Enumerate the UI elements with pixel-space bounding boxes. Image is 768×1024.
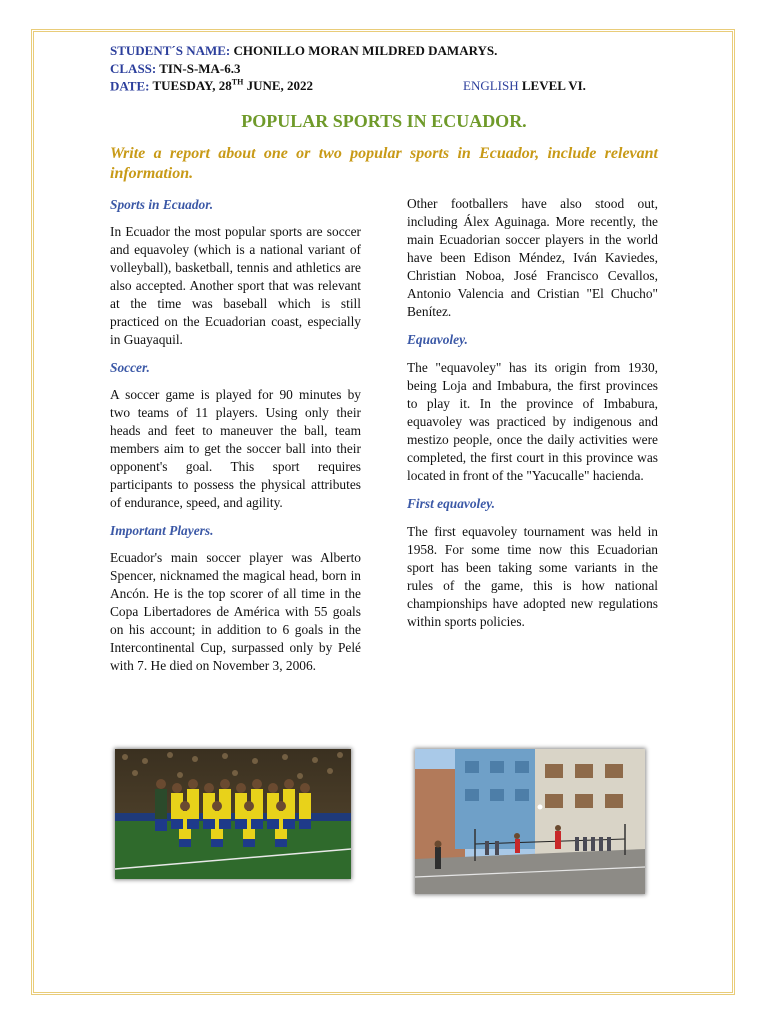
english-level-value: LEVEL VI. [518,78,586,93]
date-suffix: TH [231,78,244,87]
equavoley-street-photo [415,749,645,894]
page-title: POPULAR SPORTS IN ECUADOR. [241,111,527,131]
date-value [153,78,314,93]
paragraph-equavoley: The "equavoley" has its origin from 1930, being Loja and Imbabura, the first provinces to play it. In the province of Imbabura, equavoley was practiced by indigenous and mestizo people, once the daily activities were completed, the first court in this province was located in front of the "Yacucalle" hacienda. [407,360,658,483]
paragraph-important-players: Ecuador's main soccer player was Alberto Spencer, nicknamed the magical head, born in Ancón. He is the top scorer of all time in the Copa Libertadores de América with 55 goals on his account; in addition to 6 goals in the Intercontinental Cup, surpassed only by Pelé with 7. He died on November 3, 2006. [110,550,361,673]
paragraph-soccer: A soccer game is played for 90 minutes by two teams of 11 players. Using only their heads and feet to maneuver the ball, team members aim to get the soccer ball into their opponent's goal. This sport requires participants to possess the physical attributes of endurance, speed, and agility. [110,387,361,510]
heading-equavoley: Equavoley. [407,332,468,347]
english-label: ENGLISH [463,78,519,93]
heading-first-equavoley: First equavoley. [407,496,496,511]
paragraph-other-footballers: Other footballers have also stood out, including Álex Aguinaga. More recently, the main Ecuadorian soccer players in the world have been Edison Méndez, Iván Kaviedes, Christian Noboa, José Francisco Cevallos, Antonio Valencia and Cristian "El Chucho" Benítez. [407,196,658,319]
paragraph-sports-in-ecuador: In Ecuador the most popular sports are soccer and equavoley (which is a national variant of volleyball), basketball, tennis and athletics are also accepted. Another sport that was relevant at the time was baseball which is still practiced on the Ecuadorian coast, especially in Guayaquil. [110,224,361,347]
heading-soccer: Soccer. [110,360,150,375]
student-name-label: STUDENT´S NAME: [110,43,231,58]
assignment-instruction: Write a report about one or two popular sports in Ecuador, include relevant information. [110,145,658,182]
heading-important-players: Important Players. [110,523,214,538]
left-column [110,196,361,675]
english-level-line [463,78,586,94]
student-name-value: CHONILLO MORAN MILDRED DAMARYS. [233,43,498,58]
class-value: TIN-S-MA-6.3 [159,61,241,76]
date-label: DATE: [110,78,150,94]
soccer-team-photo [115,749,351,879]
date-day: TUESDAY, 28 [152,78,232,94]
right-column [407,195,658,631]
date-month-year: JUNE, 2022 [243,78,314,94]
heading-sports-in-ecuador: Sports in Ecuador. [110,197,214,212]
paragraph-first-equavoley: The first equavoley tournament was held in 1958. For some time now this Ecuadorian sport has been taking some variants in the rules of the game, this is how national championships have adopted new regulations within sports policies. [407,524,658,629]
date-line [110,78,313,94]
student-name-line [110,43,497,59]
class-label: CLASS: [110,61,157,76]
class-line [110,61,241,77]
